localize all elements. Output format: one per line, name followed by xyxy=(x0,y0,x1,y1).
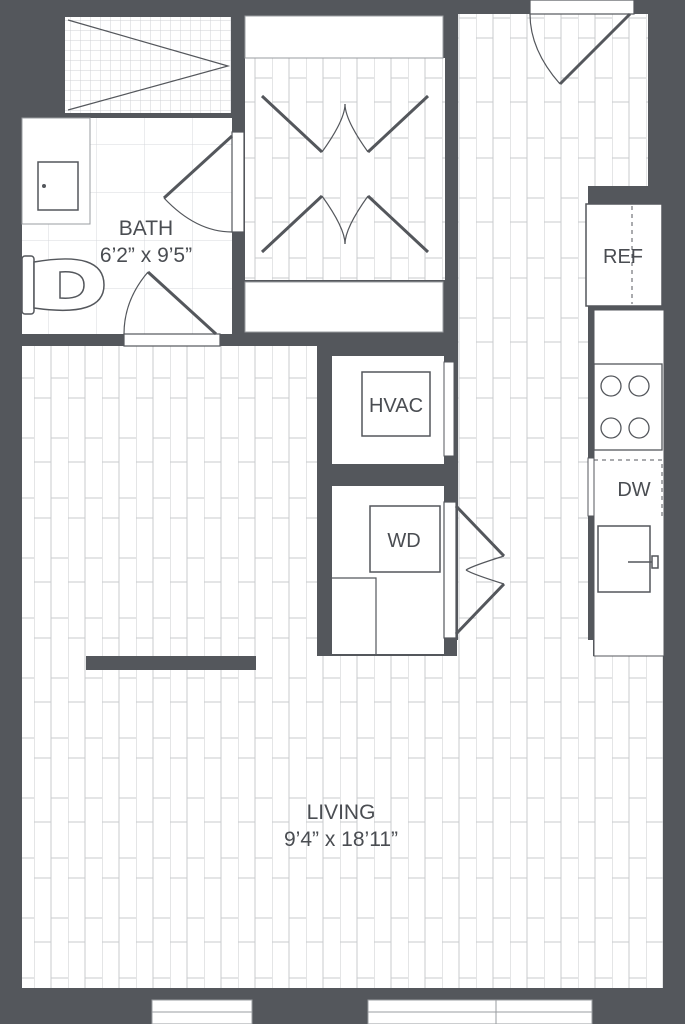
windows xyxy=(152,1000,592,1024)
hvac-label: HVAC xyxy=(368,395,424,417)
kitchen-floor-upper xyxy=(588,14,648,186)
shower xyxy=(64,16,232,114)
ref-label: REF xyxy=(603,246,643,268)
toilet xyxy=(22,256,104,314)
closet-shelf-bottom xyxy=(245,282,443,332)
living-floor xyxy=(22,346,317,656)
closet-floor xyxy=(245,58,445,280)
bath-name-label: BATH xyxy=(118,217,174,240)
sink-drain xyxy=(42,184,46,188)
kitchen-sink xyxy=(598,526,658,592)
cooktop xyxy=(594,364,662,450)
dw-label: DW xyxy=(617,479,651,501)
bath-vanity xyxy=(22,118,90,224)
burner-icon xyxy=(629,418,649,438)
burner-icon xyxy=(601,418,621,438)
living-connector xyxy=(256,656,463,670)
living-connector-left xyxy=(22,656,86,670)
burner-icon xyxy=(629,376,649,396)
wd-label: WD xyxy=(387,530,421,552)
living-dims-label: 9’4” x 18’11” xyxy=(283,828,399,851)
bath-dims-label: 6’2” x 9’5” xyxy=(99,244,193,267)
closet-shelf-top xyxy=(245,16,443,58)
living-connector-right xyxy=(457,640,593,670)
hall-floor xyxy=(458,14,588,656)
burner-icon xyxy=(601,376,621,396)
living-connector-right2 xyxy=(593,656,663,670)
living-name-label: LIVING xyxy=(306,801,376,824)
